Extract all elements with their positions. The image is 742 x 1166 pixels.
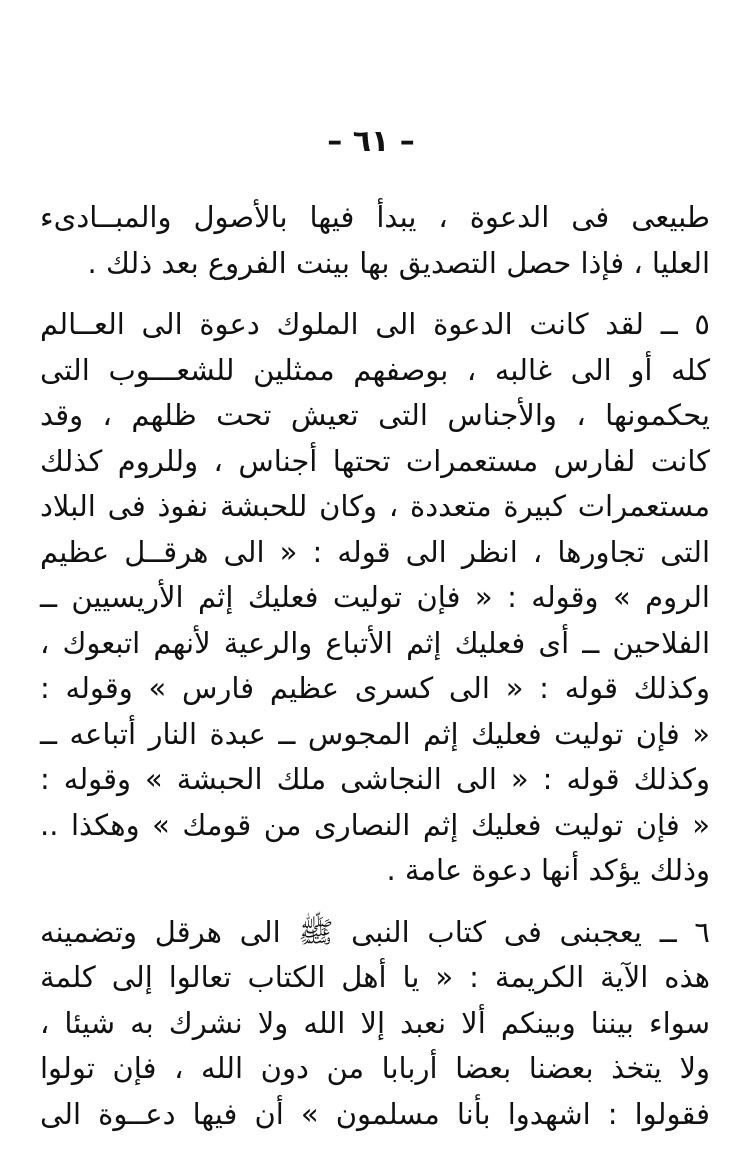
page-number: – ٦١ – [327,124,415,159]
text-line: وذلك يؤكد أنها دعوة عامة . [386,853,710,887]
text-line: ٦ ــ يعجبنى فى كتاب النبى ﷺ الى هرقل وتضمينه [40,914,710,949]
text-line: الروم » وقوله : « فإن توليت فعليك إثم الأريسيين ــ [40,580,710,614]
text-line: « فإن توليت فعليك إثم النصارى من قومك » وهكذا .. [40,807,710,842]
page-body [40,195,710,1137]
text-line: الفلاحين ــ أى فعليك إثم الأتباع والرعية لأنهم اتبعوك ، [40,625,710,660]
text-line: كانت لفارس مستعمرات تحتها أجناس ، وللروم كذلك [40,443,710,478]
text-line: فقولوا : اشهدوا بأنا مسلمون » أن فيها دعــوة الى [40,1096,710,1131]
text-line: هذه الآية الكريمة : « يا أهل الكتاب تعالوا إلى كلمة [40,960,710,994]
text-line: ولا يتخذ بعضنا بعضا أربابا من دون الله ، فإن تولوا [40,1051,710,1085]
text-line: العليا ، فإذا حصل التصديق بها بينت الفروع بعد ذلك . [87,245,710,280]
text-line: يحكمونها ، والأجناس التى تعيش تحت ظلهم ، وقد [40,398,710,432]
paragraph-6 [40,910,710,1138]
text-line: ٥ ــ لقد كانت الدعوة الى الملوك دعوة الى العــالم [40,307,710,341]
text-line: سواء بيننا وبينكم ألا نعبد إلا الله ولا نشرك به شيئا ، [40,1005,710,1040]
text-line: طبيعى فى الدعوة ، يبدأ فيها بالأصول والمبــادىء [40,200,710,234]
paragraph-5 [40,302,710,894]
text-line: « فإن توليت فعليك إثم المجوس ــ عبدة النار أتباعه ــ [40,716,710,751]
text-line: كله أو الى غالبه ، بوصفهم ممثلين للشعـــوب التى [40,352,710,387]
paragraph-intro [40,195,710,286]
text-line: وكذلك قوله : « الى النجاشى ملك الحبشة » وقوله : [40,762,710,796]
text-line: مستعمرات كبيرة متعددة ، وكان للحبشة نفوذ فى البلاد [40,489,710,523]
text-line: وكذلك قوله : « الى كسرى عظيم فارس » وقوله : [40,671,710,705]
text-line: التى تجاورها ، انظر الى قوله : « الى هرقــل عظيم [40,534,710,569]
